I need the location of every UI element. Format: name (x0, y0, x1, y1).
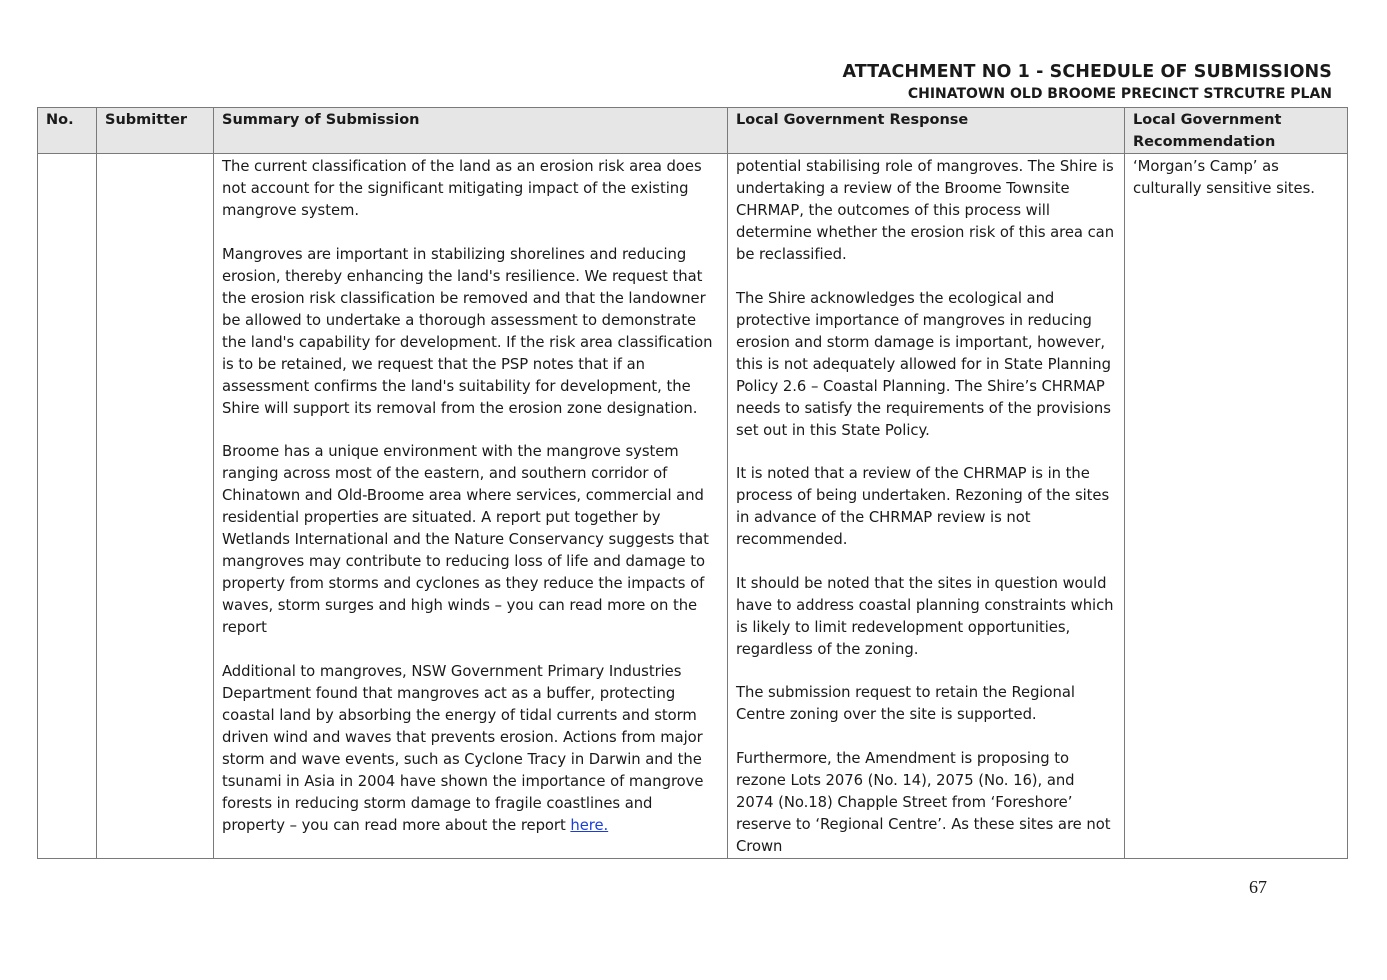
table-row (38, 154, 1348, 859)
summary-paragraph-text: Additional to mangroves, NSW Government Primary Industries Department found that mangroves act as a buffer, protecting coastal land by absorbing the energy of tidal currents and storm driven wind and waves that prevents erosion. Actions from major storm and wave events, such as Cyclone Tracy in Darwin and the tsunami in Asia in 2004 have shown the importance of mangrove forests in reducing storm damage to fragile coastlines and property – you can read more about the report (222, 662, 704, 834)
column-header-response: Local Government Response (728, 108, 1125, 154)
cell-response (728, 154, 1125, 859)
column-header-submitter: Submitter (97, 108, 214, 154)
document-subtitle: CHINATOWN OLD BROOME PRECINCT STRCUTRE PLAN (907, 86, 1332, 102)
summary-paragraph: Mangroves are important in stabilizing shorelines and reducing erosion, thereby enhancing the land's resilience. We request that the erosion risk classification be removed and that the landowner be allowed to undertake a thorough assessment to demonstrate the land's capability for development. If the risk area classification is to be retained, we request that the PSP notes that if an assessment confirms the land's suitability for development, the Shire will support its removal from the erosion zone designation. (222, 245, 713, 417)
cell-recommendation: ‘Morgan’s Camp’ as culturally sensitive sites. (1125, 154, 1348, 859)
report-link[interactable]: here. (570, 816, 609, 834)
schedule-table (37, 107, 1348, 859)
response-paragraph: The Shire acknowledges the ecological and protective importance of mangroves in reducing erosion and storm damage is important, however, this is not adequately allowed for in State Planning Policy 2.6 – Coastal Planning. The Shire’s CHRMAP needs to satisfy the requirements of the provisions set out in this State Policy. (736, 289, 1111, 439)
cell-submitter (97, 154, 214, 859)
column-header-no: No. (38, 108, 97, 154)
cell-no (38, 154, 97, 859)
response-paragraph: It should be noted that the sites in question would have to address coastal planning constraints which is likely to limit redevelopment opportunities, regardless of the zoning. (736, 574, 1114, 658)
summary-paragraph: Broome has a unique environment with the mangrove system ranging across most of the eastern, and southern corridor of Chinatown and Old-Broome area where services, commercial and residential properties are situated. A report put together by Wetlands International and the Nature Conservancy suggests that mangroves may contribute to reducing loss of life and damage to property from storms and cyclones as they reduce the impacts of waves, storm surges and high winds – you can read more on the report (222, 443, 709, 636)
column-header-summary: Summary of Submission (214, 108, 728, 154)
cell-summary (214, 154, 728, 859)
page-number: 67 (1249, 877, 1267, 897)
response-paragraph: It is noted that a review of the CHRMAP is in the process of being undertaken. Rezoning of the sites in advance of the CHRMAP review is not recommended. (736, 465, 1110, 548)
column-header-recommendation: Local Government Recommendation (1125, 108, 1348, 154)
response-paragraph: Furthermore, the Amendment is proposing to rezone Lots 2076 (No. 14), 2075 (No. 16), and 2074 (No.18) Chapple Street from ‘Foreshore’ reserve to ‘Regional Centre’. As these sites are not Crown (736, 749, 1111, 855)
document-header (842, 60, 1332, 104)
summary-paragraph: The current classification of the land as an erosion risk area does not account for the significant mitigating impact of the existing mangrove system. (222, 158, 702, 219)
response-paragraph: potential stabilising role of mangroves. The Shire is undertaking a review of the Broome Townsite CHRMAP, the outcomes of this process will determine whether the erosion risk of this area can be reclassified. (736, 158, 1115, 263)
response-paragraph: The submission request to retain the Regional Centre zoning over the site is supported. (736, 684, 1075, 723)
document-title: ATTACHMENT NO 1 - SCHEDULE OF SUBMISSIONS (842, 62, 1332, 82)
table-header-row (38, 108, 1348, 154)
summary-paragraph-last (222, 661, 719, 837)
